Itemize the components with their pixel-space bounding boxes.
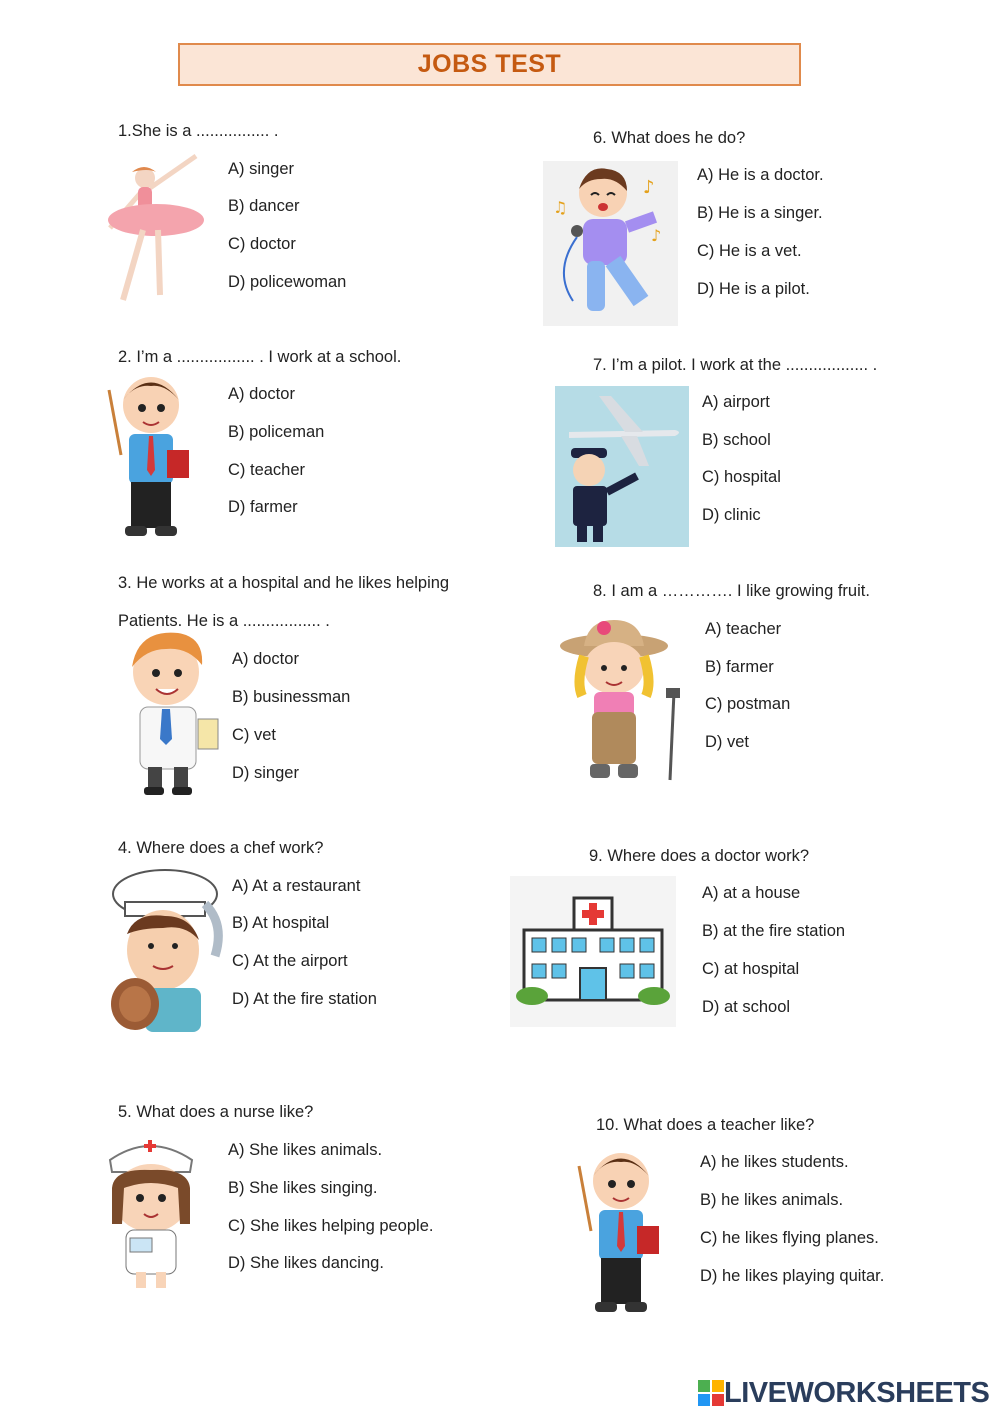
liveworksheets-logo-icon [698,1380,724,1406]
farmer-image [558,612,688,784]
q2-option-b[interactable]: B) policeman [228,423,325,441]
q7-option-b[interactable]: B) school [702,431,771,449]
question-10-text: 10. What does a teacher like? [596,1116,815,1134]
svg-text:♪: ♪ [643,177,655,198]
q6-option-d[interactable]: D) He is a pilot. [697,280,810,298]
q9-option-b[interactable]: B) at the fire station [702,922,846,940]
q4-option-c[interactable]: C) At the airport [232,952,348,970]
question-1-text: 1.She is a ................ . [118,122,279,140]
svg-text:♫: ♫ [553,198,568,217]
doctor-image [118,627,222,797]
question-3-text-line2: Patients. He is a ................. . [118,612,330,630]
q5-option-b[interactable]: B) She likes singing. [228,1179,378,1197]
q2-option-a[interactable]: A) doctor [228,385,295,403]
q4-option-a[interactable]: A) At a restaurant [232,877,361,895]
q3-option-d[interactable]: D) singer [232,764,299,782]
q7-option-a[interactable]: A) airport [702,393,770,411]
liveworksheets-logo [698,1377,989,1409]
q5-option-d[interactable]: D) She likes dancing. [228,1254,384,1272]
q6-option-a[interactable]: A) He is a doctor. [697,166,824,184]
q8-option-b[interactable]: B) farmer [705,658,774,676]
q8-option-d[interactable]: D) vet [705,733,750,751]
ballerina-image [88,150,206,310]
q6-option-c[interactable]: C) He is a vet. [697,242,802,260]
question-9-text: 9. Where does a doctor work? [589,847,810,865]
pilot-image [555,386,689,547]
q10-option-a[interactable]: A) he likes students. [700,1153,849,1171]
singer-image [543,161,678,326]
q9-option-c[interactable]: C) at hospital [702,960,800,978]
q2-option-d[interactable]: D) farmer [228,498,298,516]
q7-option-c[interactable]: C) hospital [702,468,781,486]
q3-option-c[interactable]: C) vet [232,726,277,744]
q5-option-a[interactable]: A) She likes animals. [228,1141,383,1159]
teacher-image [105,370,193,542]
question-3-text: 3. He works at a hospital and he likes helping [118,574,450,592]
question-8-text: 8. I am a …………. I like growing fruit. [593,582,870,600]
q10-option-d[interactable]: D) he likes playing quitar. [700,1267,885,1285]
question-4-text: 4. Where does a chef work? [118,839,324,857]
question-5-text: 5. What does a nurse like? [118,1103,314,1121]
q2-option-c[interactable]: C) teacher [228,461,306,479]
q1-option-b[interactable]: B) dancer [228,197,300,215]
q4-option-b[interactable]: B) At hospital [232,914,330,932]
q3-option-b[interactable]: B) businessman [232,688,351,706]
q1-option-c[interactable]: C) doctor [228,235,296,253]
question-2-text: 2. I’m a ................. . I work at a school. [118,348,402,366]
q6-option-b[interactable]: B) He is a singer. [697,204,823,222]
q9-option-a[interactable]: A) at a house [702,884,801,902]
q10-option-c[interactable]: C) he likes flying planes. [700,1229,879,1247]
q1-option-d[interactable]: D) policewoman [228,273,347,291]
nurse-image [106,1134,196,1292]
page-title: JOBS TEST [417,50,562,78]
chef-image [105,864,227,1036]
svg-text:♪: ♪ [651,226,662,245]
hospital-image [510,876,676,1027]
question-6-text: 6. What does he do? [593,129,746,147]
liveworksheets-logo-text: LIVEWORKSHEETS [724,1376,990,1409]
q8-option-a[interactable]: A) teacher [705,620,782,638]
q7-option-d[interactable]: D) clinic [702,506,761,524]
q5-option-c[interactable]: C) She likes helping people. [228,1217,434,1235]
teacher-image-2 [575,1146,665,1318]
title-box [178,43,801,86]
q4-option-d[interactable]: D) At the fire station [232,990,377,1008]
question-7-text: 7. I’m a pilot. I work at the .................. . [593,356,878,374]
q1-option-a[interactable]: A) singer [228,160,295,178]
q10-option-b[interactable]: B) he likes animals. [700,1191,844,1209]
q8-option-c[interactable]: C) postman [705,695,791,713]
q3-option-a[interactable]: A) doctor [232,650,299,668]
q9-option-d[interactable]: D) at school [702,998,791,1016]
